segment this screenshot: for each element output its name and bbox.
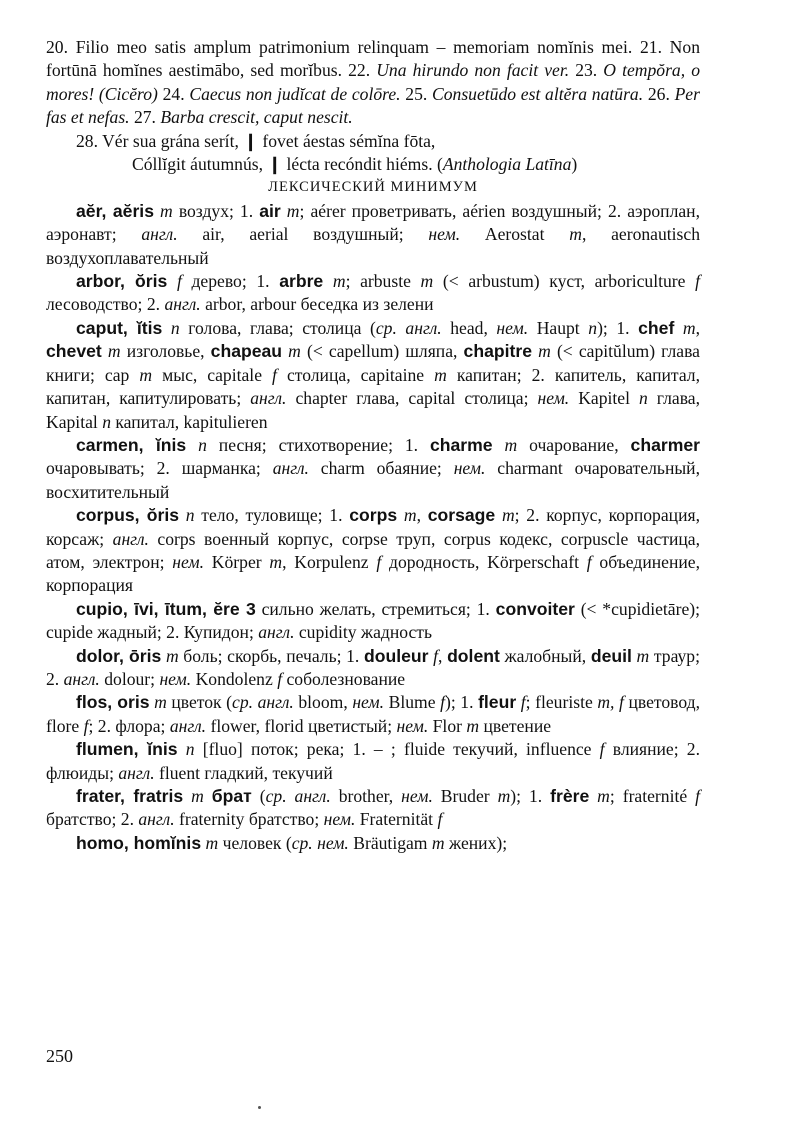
- entry-aer: [46, 200, 700, 270]
- grammar-label: нем.: [172, 551, 205, 572]
- grammar-label: m: [288, 341, 301, 362]
- grammar-label: m: [403, 505, 417, 526]
- entry-text: fluent гладкий, текучий: [154, 762, 333, 783]
- entry-text: траур; 2.: [46, 645, 700, 689]
- grammar-label: f: [272, 364, 277, 385]
- grammar-label: n: [198, 434, 207, 455]
- entry-text: боль; скорбь, печаль; 1.: [178, 645, 364, 666]
- grammar-label: англ.: [118, 762, 155, 783]
- verse-line-1: 28. Vér sua grána serít, ❙ fovet áestas sémĭna fōta,: [76, 130, 436, 151]
- grammar-label: m: [205, 832, 219, 853]
- entry-text: bloom,: [293, 692, 353, 713]
- entry-text: chapter глава, capital столица;: [286, 388, 538, 409]
- entry-text: ; 2. флора;: [88, 715, 170, 736]
- entry-text: Bruder: [432, 786, 498, 806]
- headword: caput, ĭtis: [76, 317, 163, 338]
- entry-text: [493, 435, 505, 455]
- grammar-label: f: [695, 271, 700, 292]
- entry-text: corps военный корпус, corpse труп, corpus кодекс, corpuscle частица, атом, электрон;: [46, 528, 700, 572]
- entry-text: [204, 786, 212, 806]
- entry-text: head,: [441, 317, 497, 338]
- latin-proverb: Consuetūdo est altĕra natūra.: [432, 83, 644, 104]
- headword: charmer: [630, 434, 700, 455]
- grammar-label: нем.: [159, 668, 192, 689]
- headword: charme: [429, 434, 493, 455]
- entry-dolor: [46, 645, 700, 692]
- entry-text: сильно желать, стремиться; 1.: [255, 598, 496, 619]
- entry-text: charmant очаровательный, восхитительный: [46, 458, 700, 502]
- entry-text: жалобный,: [499, 645, 591, 666]
- entry-text: flower, florid цветистый;: [206, 715, 397, 736]
- entry-text: [323, 271, 333, 291]
- grammar-label: m: [269, 551, 283, 572]
- grammar-label: ср. англ.: [375, 317, 442, 338]
- entry-text: arbor, arbour беседка из зелени: [200, 294, 434, 315]
- speck-mark: [258, 1106, 261, 1109]
- entry-text: человек (: [218, 832, 292, 853]
- headword: arbre: [279, 271, 324, 292]
- grammar-label: f: [176, 271, 182, 292]
- entry-text: fraternity братство;: [174, 809, 324, 830]
- entry-text: капитал, kapitulieren: [110, 411, 268, 432]
- entry-text: голова, глава; столица (: [179, 317, 376, 338]
- entry-text: объединение, корпорация: [46, 551, 701, 596]
- headword: aĕr, aĕris: [76, 200, 154, 221]
- entry-text: дородность, Körperschaft: [381, 551, 587, 572]
- headword: frater, fratris: [76, 786, 184, 806]
- grammar-label: нем.: [537, 388, 570, 409]
- grammar-label: ср. англ.: [265, 786, 331, 806]
- entry-text: ,: [416, 505, 428, 526]
- entry-text: столица, capitaine: [276, 364, 435, 385]
- sentence-text: 24.: [157, 83, 190, 104]
- latin-proverb: O tempŏra, o mores! (Cicĕro): [46, 60, 701, 104]
- grammar-label: англ.: [112, 528, 149, 549]
- verse-line-2-text: Cóllĭgit áutumnús, ❙ lécta recóndit hiéms. (: [132, 154, 443, 175]
- entry-text: жених);: [444, 832, 508, 853]
- entry-text: air, aerial воздушный;: [177, 224, 429, 245]
- entry-text: [178, 739, 186, 759]
- entry-text: цветение: [479, 715, 552, 736]
- entry-text: влияние; 2. флюиды;: [46, 739, 701, 783]
- grammar-label: ср. англ.: [232, 692, 294, 713]
- entry-text: песня; стихотворение; 1.: [206, 434, 430, 455]
- entry-text: (< capitŭlum) глава книги; cap: [46, 341, 700, 385]
- grammar-label: m: [420, 271, 434, 292]
- grammar-label: m: [504, 434, 518, 455]
- headword: frère: [550, 786, 590, 806]
- grammar-label: m: [636, 645, 650, 666]
- grammar-label: f: [599, 739, 605, 760]
- grammar-label: m: [434, 364, 447, 385]
- grammar-label: англ.: [250, 388, 287, 409]
- entry-text: ); 1.: [597, 317, 639, 338]
- entry-text: ,: [438, 645, 448, 666]
- headword: cupio, īvi, ītum, ĕre 3: [76, 598, 256, 619]
- entry-text: (: [251, 786, 266, 806]
- headword: corpus, ŏris: [76, 505, 180, 526]
- grammar-label: m: [569, 224, 582, 245]
- verse-source: Anthologia Latīna: [442, 154, 572, 175]
- headword: dolor, ōris: [76, 645, 162, 666]
- grammar-label: n: [102, 411, 111, 432]
- grammar-label: m: [332, 271, 346, 292]
- entry-corpus: [46, 504, 700, 598]
- entry-arbor: [46, 270, 700, 317]
- sentence-text: 20. Filio meo satis amplum patrimonium relinquam – memoriam nomĭnis mei. 21. Non fortūnā homĭnes aestimābo, sed morĭbus. 22.: [46, 37, 700, 81]
- entry-text: воздух; 1.: [172, 200, 260, 221]
- grammar-label: n: [170, 317, 180, 338]
- entry-text: ,: [695, 317, 700, 338]
- entry-frater: [46, 785, 700, 832]
- headword: брат: [211, 786, 252, 806]
- entry-text: глава, Kapital: [46, 388, 700, 432]
- sentence-text: 26.: [643, 83, 675, 104]
- entry-text: [fluo] поток; река; 1. – ; fluide текучий, influence: [194, 739, 600, 760]
- entry-caput: [46, 317, 700, 434]
- entry-text: изголовье,: [120, 341, 211, 362]
- entry-text: (< *cupidietāre); cupide жадный; 2. Купидон;: [46, 598, 701, 643]
- headword: homo, homĭnis: [76, 832, 202, 853]
- headword: flos, oris: [76, 692, 150, 713]
- entry-text: [167, 271, 177, 291]
- entry-text: , Korpulenz: [282, 551, 377, 572]
- grammar-label: f: [437, 809, 443, 830]
- entry-text: очаровывать; 2. шарманка;: [46, 458, 273, 479]
- entry-text: , aeronautisch воздухоплавательный: [46, 224, 700, 268]
- grammar-label: англ.: [63, 668, 100, 689]
- verse-line-2: [46, 153, 700, 176]
- headword: douleur: [363, 645, 429, 666]
- grammar-label: m: [466, 715, 480, 736]
- section-title: ЛЕКСИЧЕСКИЙ МИНИМУМ: [268, 179, 478, 196]
- grammar-label: англ.: [138, 809, 175, 830]
- entry-text: brother,: [330, 786, 402, 806]
- grammar-label: англ.: [169, 715, 207, 736]
- vocabulary-list: [46, 200, 700, 855]
- entry-text: Flor: [428, 715, 467, 736]
- entry-text: цветовод, flore: [46, 692, 700, 736]
- entry-text: Aerostat: [460, 224, 570, 245]
- entry-flumen: [46, 738, 700, 785]
- entry-text: ); 1.: [444, 692, 479, 713]
- grammar-label: m: [682, 317, 696, 338]
- entry-text: charm обаяние;: [308, 458, 454, 479]
- grammar-label: m, f: [597, 692, 624, 713]
- headword: convoiter: [495, 598, 575, 619]
- grammar-label: англ.: [272, 458, 309, 479]
- grammar-label: англ.: [258, 622, 295, 643]
- grammar-label: англ.: [164, 294, 201, 315]
- grammar-label: f: [440, 692, 445, 713]
- entry-text: Bräutigam: [348, 832, 432, 853]
- entry-homo: [46, 832, 700, 855]
- grammar-label: нем.: [323, 809, 356, 830]
- entry-text: [589, 786, 597, 806]
- grammar-label: m: [191, 786, 204, 806]
- entry-text: [162, 318, 171, 338]
- entry-text: соболезнование: [282, 668, 406, 689]
- headword: chapitre: [463, 341, 532, 362]
- entry-text: лесоводство; 2.: [46, 294, 165, 315]
- latin-proverb: Per fas et nefas.: [46, 83, 700, 128]
- entry-text: дерево; 1.: [181, 271, 280, 292]
- headword: air: [259, 200, 281, 221]
- entry-text: капитан; 2. капитель, капитал, капитан, капитулировать;: [46, 364, 700, 409]
- entry-text: [183, 786, 191, 806]
- headword: arbor, ŏris: [76, 271, 168, 292]
- grammar-label: m: [160, 200, 173, 221]
- entry-text: цветок (: [166, 692, 233, 713]
- grammar-label: f: [520, 692, 526, 713]
- entry-text: Kondolenz: [191, 668, 278, 689]
- grammar-label: m: [154, 692, 167, 713]
- entry-text: [495, 505, 502, 525]
- entry-text: [397, 505, 404, 525]
- grammar-label: m: [107, 341, 121, 362]
- sentence-text: 23.: [569, 60, 604, 81]
- entry-text: Fraternität: [355, 809, 438, 830]
- headword: flumen, ĭnis: [76, 739, 178, 760]
- entry-cupio: [46, 598, 700, 645]
- entry-text: (< arbustum) куст, arboriculture: [433, 271, 696, 292]
- grammar-label: n: [185, 505, 195, 526]
- entry-text: [179, 505, 186, 525]
- entry-text: Blume: [384, 692, 441, 713]
- grammar-label: нем.: [496, 317, 529, 338]
- grammar-label: f: [277, 668, 283, 689]
- grammar-label: нем.: [401, 786, 433, 806]
- grammar-label: m: [165, 645, 179, 666]
- entry-text: ); 1.: [510, 786, 551, 806]
- grammar-label: f: [695, 786, 700, 806]
- grammar-label: f: [83, 715, 89, 736]
- grammar-label: нем.: [453, 458, 486, 479]
- grammar-label: нем.: [396, 715, 429, 736]
- entry-text: (< capellum) шляпа,: [300, 341, 464, 362]
- grammar-label: англ.: [141, 224, 178, 245]
- entry-text: тело, туловище; 1.: [194, 505, 350, 526]
- entry-text: братство; 2.: [46, 809, 139, 830]
- grammar-label: f: [586, 551, 592, 572]
- grammar-label: f: [376, 551, 382, 572]
- entry-text: ; fraternité: [609, 786, 696, 806]
- entry-text: Körper: [204, 551, 270, 572]
- grammar-label: f: [433, 645, 439, 666]
- latin-proverb: Caecus non judĭcat de colōre.: [189, 83, 401, 104]
- grammar-label: m: [431, 832, 445, 853]
- headword: chevet: [46, 341, 102, 362]
- grammar-label: m: [538, 341, 551, 362]
- grammar-label: ср. нем.: [291, 832, 349, 853]
- grammar-label: n: [639, 388, 648, 409]
- example-sentences: [46, 36, 700, 130]
- entry-text: мыс, capitale: [152, 364, 273, 385]
- latin-proverb: Una hirundo non facit ver.: [376, 60, 570, 81]
- grammar-label: m: [286, 200, 300, 221]
- entry-text: ; fleuriste: [525, 692, 598, 713]
- entry-carmen: [46, 434, 700, 504]
- entry-text: ; arbuste: [345, 271, 421, 292]
- grammar-label: m: [597, 786, 610, 806]
- headword: chapeau: [210, 341, 283, 362]
- headword: corsage: [427, 505, 496, 526]
- grammar-label: n: [588, 317, 598, 338]
- entry-text: Kapitel: [569, 388, 639, 409]
- page-number: 250: [46, 1046, 73, 1066]
- headword: fleur: [478, 692, 517, 713]
- entry-text: очарование,: [517, 434, 631, 455]
- grammar-label: m: [501, 505, 515, 526]
- entry-flos: [46, 691, 700, 738]
- headword: chef: [638, 317, 675, 338]
- grammar-label: нем.: [352, 692, 385, 713]
- headword: dolent: [447, 645, 500, 666]
- grammar-label: m: [497, 786, 511, 806]
- latin-proverb: Barba crescit, caput nescit.: [160, 107, 353, 128]
- sentence-text: 25.: [400, 83, 432, 104]
- entry-text: [186, 435, 198, 455]
- headword: deuil: [590, 645, 632, 666]
- grammar-label: нем.: [428, 224, 461, 245]
- headword: carmen, ĭnis: [76, 434, 187, 455]
- entry-text: [674, 318, 683, 338]
- entry-text: Haupt: [528, 317, 589, 338]
- grammar-label: m: [139, 364, 153, 385]
- entry-text: ; aérer проветривать, aérien воздушный; 2. аэроплан, аэронавт;: [46, 200, 700, 245]
- headword: corps: [349, 505, 398, 526]
- grammar-label: n: [185, 739, 195, 760]
- entry-text: cupidity жадность: [294, 622, 433, 643]
- entry-text: ; 2. корпус, корпорация, корсаж;: [46, 505, 700, 549]
- page-body: [46, 36, 700, 855]
- verse-line-2-close: ): [571, 154, 578, 175]
- entry-text: dolour;: [99, 668, 160, 689]
- sentence-text: 27.: [129, 107, 161, 128]
